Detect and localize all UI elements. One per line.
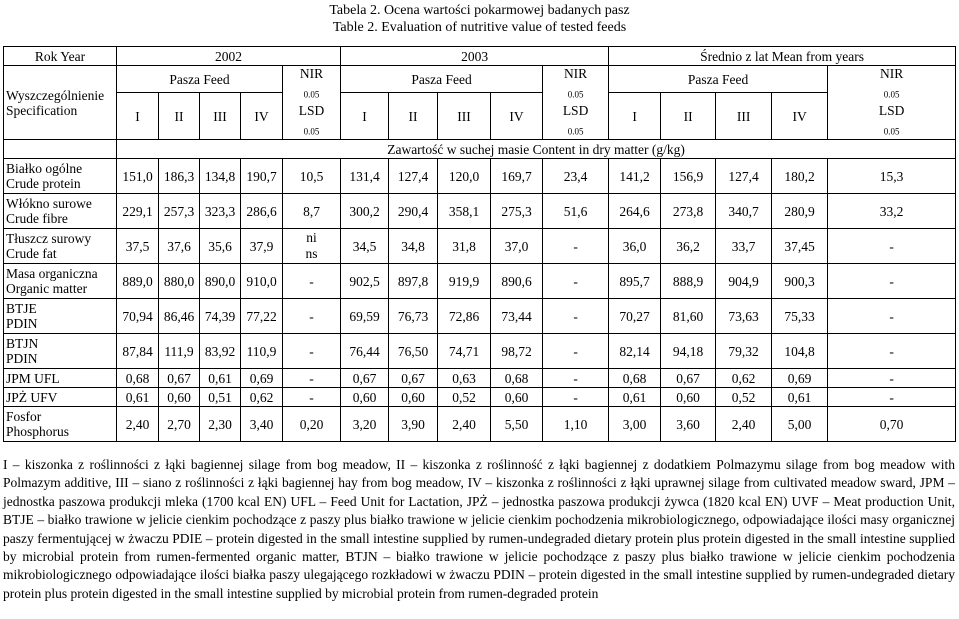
header-specification-pl: Wyszczególnienie [6, 87, 105, 103]
table-cell: 0,62 [716, 369, 772, 388]
table-cell: - [283, 388, 341, 407]
feed-col-header: III [438, 93, 491, 140]
feed-col-header: IV [491, 93, 543, 140]
table-cell: 2,30 [200, 407, 241, 442]
table-cell: 111,9 [159, 334, 200, 369]
table-cell: 127,4 [389, 159, 438, 194]
table-row [4, 388, 956, 407]
table-cell: 895,7 [609, 264, 661, 299]
table-cell: 888,9 [661, 264, 716, 299]
table-row [4, 229, 956, 264]
row-label-en: Crude fat [6, 246, 57, 262]
header-row-feed [4, 66, 956, 93]
table-cell: 73,63 [716, 299, 772, 334]
table-cell: 2,40 [438, 407, 491, 442]
table-cell: - [283, 334, 341, 369]
header-feed-2002: Pasza Feed [117, 66, 283, 93]
table-cell: 74,39 [200, 299, 241, 334]
table-cell: 180,2 [772, 159, 828, 194]
row-label [4, 299, 117, 334]
row-label-pl: Tłuszcz surowy [6, 231, 92, 247]
row-label-pl: BTJE [6, 301, 37, 317]
table-cell: 275,3 [491, 194, 543, 229]
table-cell: 8,7 [283, 194, 341, 229]
table-cell: 264,6 [609, 194, 661, 229]
table-cell: 897,8 [389, 264, 438, 299]
table-cell: 5,50 [491, 407, 543, 442]
footnote: I – kiszonka z roślinności z łąki bagiennej silage from bog meadow, II – kiszonka z roślinność z łąki bagiennej z dodatkiem Polmazymu silage from bog meadow with Polmazym additive, III – siano z roślinności z łąki bagiennej hay from bog meadow, IV – kiszonka z roślinności z łąki uprawnej silage from cultivated meadow sward, JPM – jednostka paszowa produkcji mleka (1700 kcal EN) UFL – Feed Unit for Lactation, JPŻ – jednostka paszowa produkcji żywca (1820 kcal EN) UVF – Meat production Unit, BTJE – białko trawione w jelicie cienkim pochodzące z paszy plus białko trawione w jelicie cienkim pochodzenia mikrobiologicznego, odpowiadające ilości masy organicznej paszy fermentującej w żwaczu PDIE – protein digested in the small intestine supplied by rumen-undegraded dietary protein plus protein digested in the small intestine supplied by microbial protein from rumen-fermented organic matter, BTJN – białko trawione w jelicie pochodzące z paszy plus białko trawione w jelicie cienkim pochodzenia mikrobiologicznego odpowiadające ilości białka paszy ulegającego rozkładowi w żwaczu PDIN – protein digested in the small intestine supplied by rumen-undegraded dietary protein plus protein digested in the small intestine supplied by microbial protein from rumen-degraded protein [3, 457, 955, 601]
nutritive-value-table [3, 46, 956, 442]
table-cell: 0,63 [438, 369, 491, 388]
table-cell: 77,22 [241, 299, 283, 334]
table-cell: 83,92 [200, 334, 241, 369]
table-cell: 33,2 [828, 194, 956, 229]
table-cell: 37,5 [117, 229, 159, 264]
table-cell: 76,73 [389, 299, 438, 334]
table-cell: 900,3 [772, 264, 828, 299]
table-cell: 3,20 [341, 407, 389, 442]
table-row [4, 194, 956, 229]
table-cell: 0,69 [772, 369, 828, 388]
row-label [4, 229, 117, 264]
table-row [4, 299, 956, 334]
table-cell: 37,9 [241, 229, 283, 264]
table-cell: 0,61 [772, 388, 828, 407]
header-blank [4, 140, 117, 159]
table-cell: 34,8 [389, 229, 438, 264]
table-cell: 889,0 [117, 264, 159, 299]
table-cell: - [543, 264, 609, 299]
table-cell: 120,0 [438, 159, 491, 194]
table-cell: 257,3 [159, 194, 200, 229]
feed-col-header: I [341, 93, 389, 140]
feed-col-header: IV [772, 93, 828, 140]
table-cell: 0,60 [661, 388, 716, 407]
table-cell: 0,68 [491, 369, 543, 388]
table-cell: - [828, 388, 956, 407]
feed-col-header: II [389, 93, 438, 140]
table-cell: 51,6 [543, 194, 609, 229]
table-row [4, 369, 956, 388]
table-cell: 141,2 [609, 159, 661, 194]
table-cell: 3,40 [241, 407, 283, 442]
table-cell: 87,84 [117, 334, 159, 369]
table-cell: 79,32 [716, 334, 772, 369]
table-cell: 127,4 [716, 159, 772, 194]
table-cell: 0,20 [283, 407, 341, 442]
table-cell: 0,61 [117, 388, 159, 407]
row-label-pl: BTJN [6, 336, 39, 352]
table-cell: 890,0 [200, 264, 241, 299]
table-cell: 0,67 [661, 369, 716, 388]
table-title-pl: Tabela 2. Ocena wartości pokarmowej badanych pasz [329, 3, 630, 18]
row-label-en: Organic matter [6, 281, 88, 297]
table-cell: 134,8 [200, 159, 241, 194]
table-cell: 72,86 [438, 299, 491, 334]
table-cell: 0,61 [200, 369, 241, 388]
row-label [4, 159, 117, 194]
table-cell: 0,60 [159, 388, 200, 407]
table-cell: 0,67 [389, 369, 438, 388]
row-label-pl: Włókno surowe [6, 196, 92, 212]
row-label [4, 194, 117, 229]
row-label-pl: Fosfor [6, 409, 42, 425]
header-content-dry-matter: Zawartość w suchej masie Content in dry matter (g/kg) [117, 140, 956, 159]
table-cell: 0,69 [241, 369, 283, 388]
table-cell: 340,7 [716, 194, 772, 229]
table-cell: 280,9 [772, 194, 828, 229]
table-title-en: Table 2. Evaluation of nutritive value of tested feeds [332, 20, 627, 35]
table-cell: 2,40 [716, 407, 772, 442]
table-cell: 286,6 [241, 194, 283, 229]
feed-col-header: II [661, 93, 716, 140]
table-cell: 0,68 [609, 369, 661, 388]
table-cell: 82,14 [609, 334, 661, 369]
table-cell: 0,61 [609, 388, 661, 407]
table-cell: - [543, 229, 609, 264]
row-label [4, 388, 117, 407]
row-label-pl: JPM UFL [6, 370, 60, 386]
table-cell: 151,0 [117, 159, 159, 194]
row-label-en: PDIN [6, 351, 38, 367]
table-cell: 70,94 [117, 299, 159, 334]
feed-col-header: I [609, 93, 661, 140]
table-cell: 98,72 [491, 334, 543, 369]
table-cell: 37,45 [772, 229, 828, 264]
row-label [4, 369, 117, 388]
table-cell: ni ns [283, 229, 341, 264]
table-cell: 69,59 [341, 299, 389, 334]
table-cell: 902,5 [341, 264, 389, 299]
table-cell: 273,8 [661, 194, 716, 229]
table-cell: 36,0 [609, 229, 661, 264]
table-row [4, 334, 956, 369]
table-cell: 0,52 [438, 388, 491, 407]
row-label [4, 407, 117, 442]
header-year-label: Rok Year [4, 47, 117, 66]
table-cell: 3,90 [389, 407, 438, 442]
table-cell: 74,71 [438, 334, 491, 369]
header-row-feed-numbers [4, 93, 956, 140]
table-cell: 35,6 [200, 229, 241, 264]
table-cell: 290,4 [389, 194, 438, 229]
table-cell: 190,7 [241, 159, 283, 194]
table-cell: 904,9 [716, 264, 772, 299]
table-cell: 76,50 [389, 334, 438, 369]
table-cell: 890,6 [491, 264, 543, 299]
header-row-years [4, 47, 956, 66]
table-cell: - [828, 369, 956, 388]
table-cell: - [828, 264, 956, 299]
table-cell: 81,60 [661, 299, 716, 334]
table-cell: 880,0 [159, 264, 200, 299]
table-cell: 2,70 [159, 407, 200, 442]
table-cell: 169,7 [491, 159, 543, 194]
table-row [4, 264, 956, 299]
header-nir-lsd: NIR $_{0.05}$ LSD $_{0.05}$ [283, 66, 341, 140]
table-cell: - [543, 334, 609, 369]
table-cell: 3,60 [661, 407, 716, 442]
table-cell: - [283, 369, 341, 388]
header-2002: 2002 [117, 47, 341, 66]
table-cell: 131,4 [341, 159, 389, 194]
feed-col-header: II [159, 93, 200, 140]
table-cell: 73,44 [491, 299, 543, 334]
table-cell: 15,3 [828, 159, 956, 194]
table-cell: 70,27 [609, 299, 661, 334]
header-feed-mean: Pasza Feed [609, 66, 828, 93]
table-cell: 0,70 [828, 407, 956, 442]
table-cell: 1,10 [543, 407, 609, 442]
table-cell: 23,4 [543, 159, 609, 194]
table-cell: - [543, 369, 609, 388]
table-cell: 34,5 [341, 229, 389, 264]
row-label-pl: Masa organiczna [6, 266, 98, 282]
row-label-en: Phosphorus [6, 424, 70, 440]
table-cell: 0,60 [389, 388, 438, 407]
row-label [4, 334, 117, 369]
table-cell: 0,52 [716, 388, 772, 407]
table-cell: - [543, 388, 609, 407]
table-cell: 37,6 [159, 229, 200, 264]
table-cell: 0,62 [241, 388, 283, 407]
table-cell: - [828, 334, 956, 369]
table-cell: 919,9 [438, 264, 491, 299]
table-cell: 0,67 [341, 369, 389, 388]
header-specification [4, 66, 117, 140]
table-row [4, 407, 956, 442]
table-cell: 33,7 [716, 229, 772, 264]
header-2003: 2003 [341, 47, 609, 66]
table-cell: - [543, 299, 609, 334]
table-cell: 10,5 [283, 159, 341, 194]
header-nir-lsd: NIR $_{0.05}$ LSD $_{0.05}$ [828, 66, 956, 140]
table-cell: 36,2 [661, 229, 716, 264]
table-cell: 0,60 [341, 388, 389, 407]
table-cell: 0,68 [117, 369, 159, 388]
row-label-en: Crude protein [6, 176, 81, 192]
table-cell: - [828, 229, 956, 264]
table-cell: 37,0 [491, 229, 543, 264]
table-cell: - [283, 299, 341, 334]
table-cell: 3,00 [609, 407, 661, 442]
feed-col-header: I [117, 93, 159, 140]
row-label-en: PDIN [6, 316, 38, 332]
header-feed-2003: Pasza Feed [341, 66, 543, 93]
table-cell: 0,60 [491, 388, 543, 407]
header-mean: Średnio z lat Mean from years [609, 47, 956, 66]
row-label-pl: Białko ogólne [6, 161, 83, 177]
table-cell: 910,0 [241, 264, 283, 299]
table-cell: 0,67 [159, 369, 200, 388]
table-cell: 110,9 [241, 334, 283, 369]
row-label-pl: JPŻ UFV [6, 389, 58, 405]
table-cell: 156,9 [661, 159, 716, 194]
row-label-en: Crude fibre [6, 211, 68, 227]
table-cell: 5,00 [772, 407, 828, 442]
table-cell: 323,3 [200, 194, 241, 229]
table-cell: 186,3 [159, 159, 200, 194]
table-cell: 76,44 [341, 334, 389, 369]
feed-col-header: III [200, 93, 241, 140]
header-row-content [4, 140, 956, 159]
table-cell: - [283, 264, 341, 299]
table-cell: 75,33 [772, 299, 828, 334]
header-specification-en: Specification [6, 102, 78, 118]
table-cell: 300,2 [341, 194, 389, 229]
row-label [4, 264, 117, 299]
table-cell: 86,46 [159, 299, 200, 334]
header-nir-lsd: NIR $_{0.05}$ LSD $_{0.05}$ [543, 66, 609, 140]
feed-col-header: IV [241, 93, 283, 140]
table-cell: 2,40 [117, 407, 159, 442]
table-row [4, 159, 956, 194]
table-cell: 358,1 [438, 194, 491, 229]
table-cell: 31,8 [438, 229, 491, 264]
table-cell: 229,1 [117, 194, 159, 229]
table-cell: 0,51 [200, 388, 241, 407]
feed-col-header: III [716, 93, 772, 140]
table-cell: 104,8 [772, 334, 828, 369]
table-cell: - [828, 299, 956, 334]
table-cell: 94,18 [661, 334, 716, 369]
